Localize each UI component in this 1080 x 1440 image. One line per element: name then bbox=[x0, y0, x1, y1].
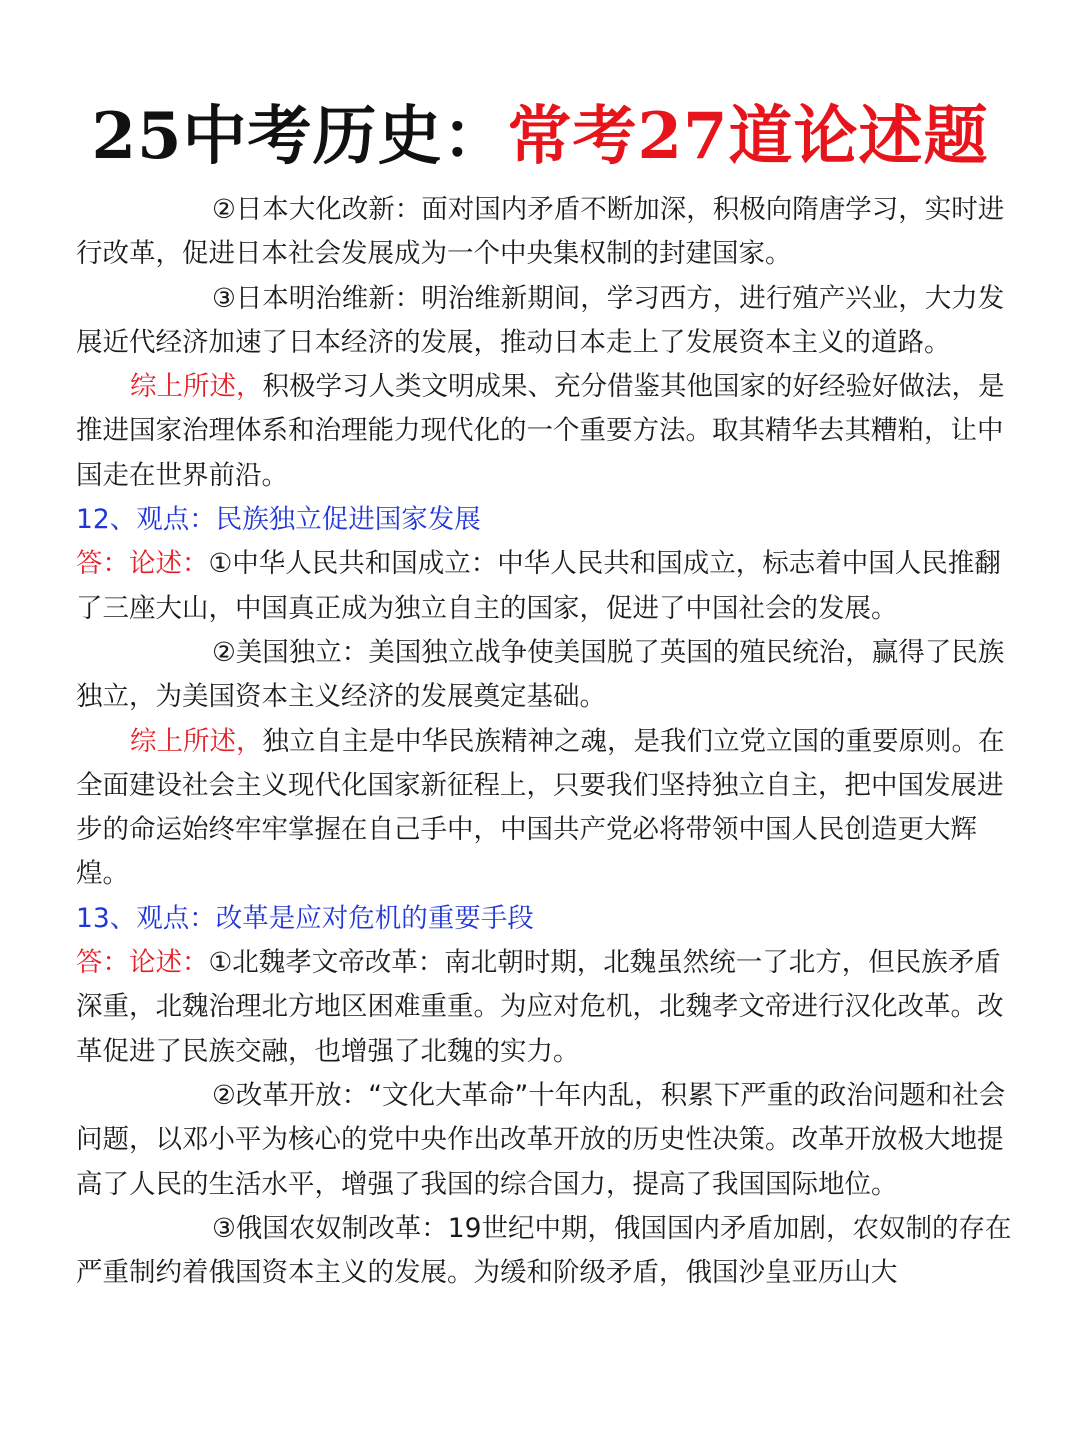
answer-text: ①中华人民共和国成立：中华人民共和国成立，标志着中国人民推翻了三座大山，中国真正成为独立自主的国家，促进了中国社会的发展。 bbox=[76, 548, 1001, 624]
summary-label: 综上所述， bbox=[130, 725, 263, 757]
question-13-answer-3: ③俄国农奴制改革：19世纪中期，俄国国内矛盾加剧，农奴制的存在严重制约着俄国资本主义的发展。为缓和阶级矛盾，俄国沙皇亚历山大 bbox=[76, 1212, 1012, 1289]
answer-text: ①北魏孝文帝改革：南北朝时期，北魏虽然统一了北方，但民族矛盾深重，北魏治理北方地区困难重重。为应对危机，北魏孝文帝进行汉化改革。改革促进了民族交融，也增强了北魏的实力。 bbox=[76, 947, 1004, 1067]
question-13-answer-1 bbox=[76, 941, 1016, 1074]
question-13-answer-2: ②改革开放：“文化大革命”十年内乱，积累下严重的政治问题和社会问题，以邓小平为核心的党中央作出改革开放的历史性决策。改革开放极大地提高了人民的生活水平，增强了我国的综合国力，提高了我国国际地位。 bbox=[76, 1079, 1006, 1200]
paragraph-taika-reform: ②日本大化改新：面对国内矛盾不断加深，积极向隋唐学习，实时进行改革，促进日本社会发展成为一个中央集权制的封建国家。 bbox=[76, 194, 1005, 270]
page-title bbox=[0, 92, 1080, 182]
summary-text: 积极学习人类文明成果、充分借鉴其他国家的好经验好做法，是推进国家治理体系和治理能力现代化的一个重要方法。取其精华去其糟粕，让中国走在世界前沿。 bbox=[76, 371, 1005, 491]
question-12-heading: 12、观点：民族独立促进国家发展 bbox=[76, 504, 481, 536]
question-12-answer-2: ②美国独立：美国独立战争使美国脱了英国的殖民统治，赢得了民族独立，为美国资本主义经济的发展奠定基础。 bbox=[76, 636, 1005, 713]
summary-label: 综上所述， bbox=[130, 371, 263, 403]
question-12-summary bbox=[76, 720, 1016, 897]
question-13-heading: 13、观点：改革是应对危机的重要手段 bbox=[76, 902, 534, 934]
paragraph-meiji-restoration: ③日本明治维新：明治维新期间，学习西方，进行殖产兴业，大力发展近代经济加速了日本经济的发展，推动日本走上了发展资本主义的道路。 bbox=[76, 282, 1005, 358]
summary-text: 独立自主是中华民族精神之魂，是我们立党立国的重要原则。在全面建设社会主义现代化国家新征程上，只要我们坚持独立自主，把中国发展进步的命运始终牢牢掌握在自己手中，中国共产党必将带领中国人民创造更大辉煌。 bbox=[76, 725, 1005, 890]
answer-label: 答：论述： bbox=[76, 548, 209, 580]
answer-label: 答：论述： bbox=[76, 947, 209, 979]
paragraph-summary-11 bbox=[76, 365, 1016, 498]
title-highlight: 常考27道论述题 bbox=[507, 99, 989, 174]
document-body bbox=[76, 188, 1016, 1295]
question-12-answer-1 bbox=[76, 542, 1016, 631]
title-prefix: 25中考历史： bbox=[91, 99, 508, 174]
